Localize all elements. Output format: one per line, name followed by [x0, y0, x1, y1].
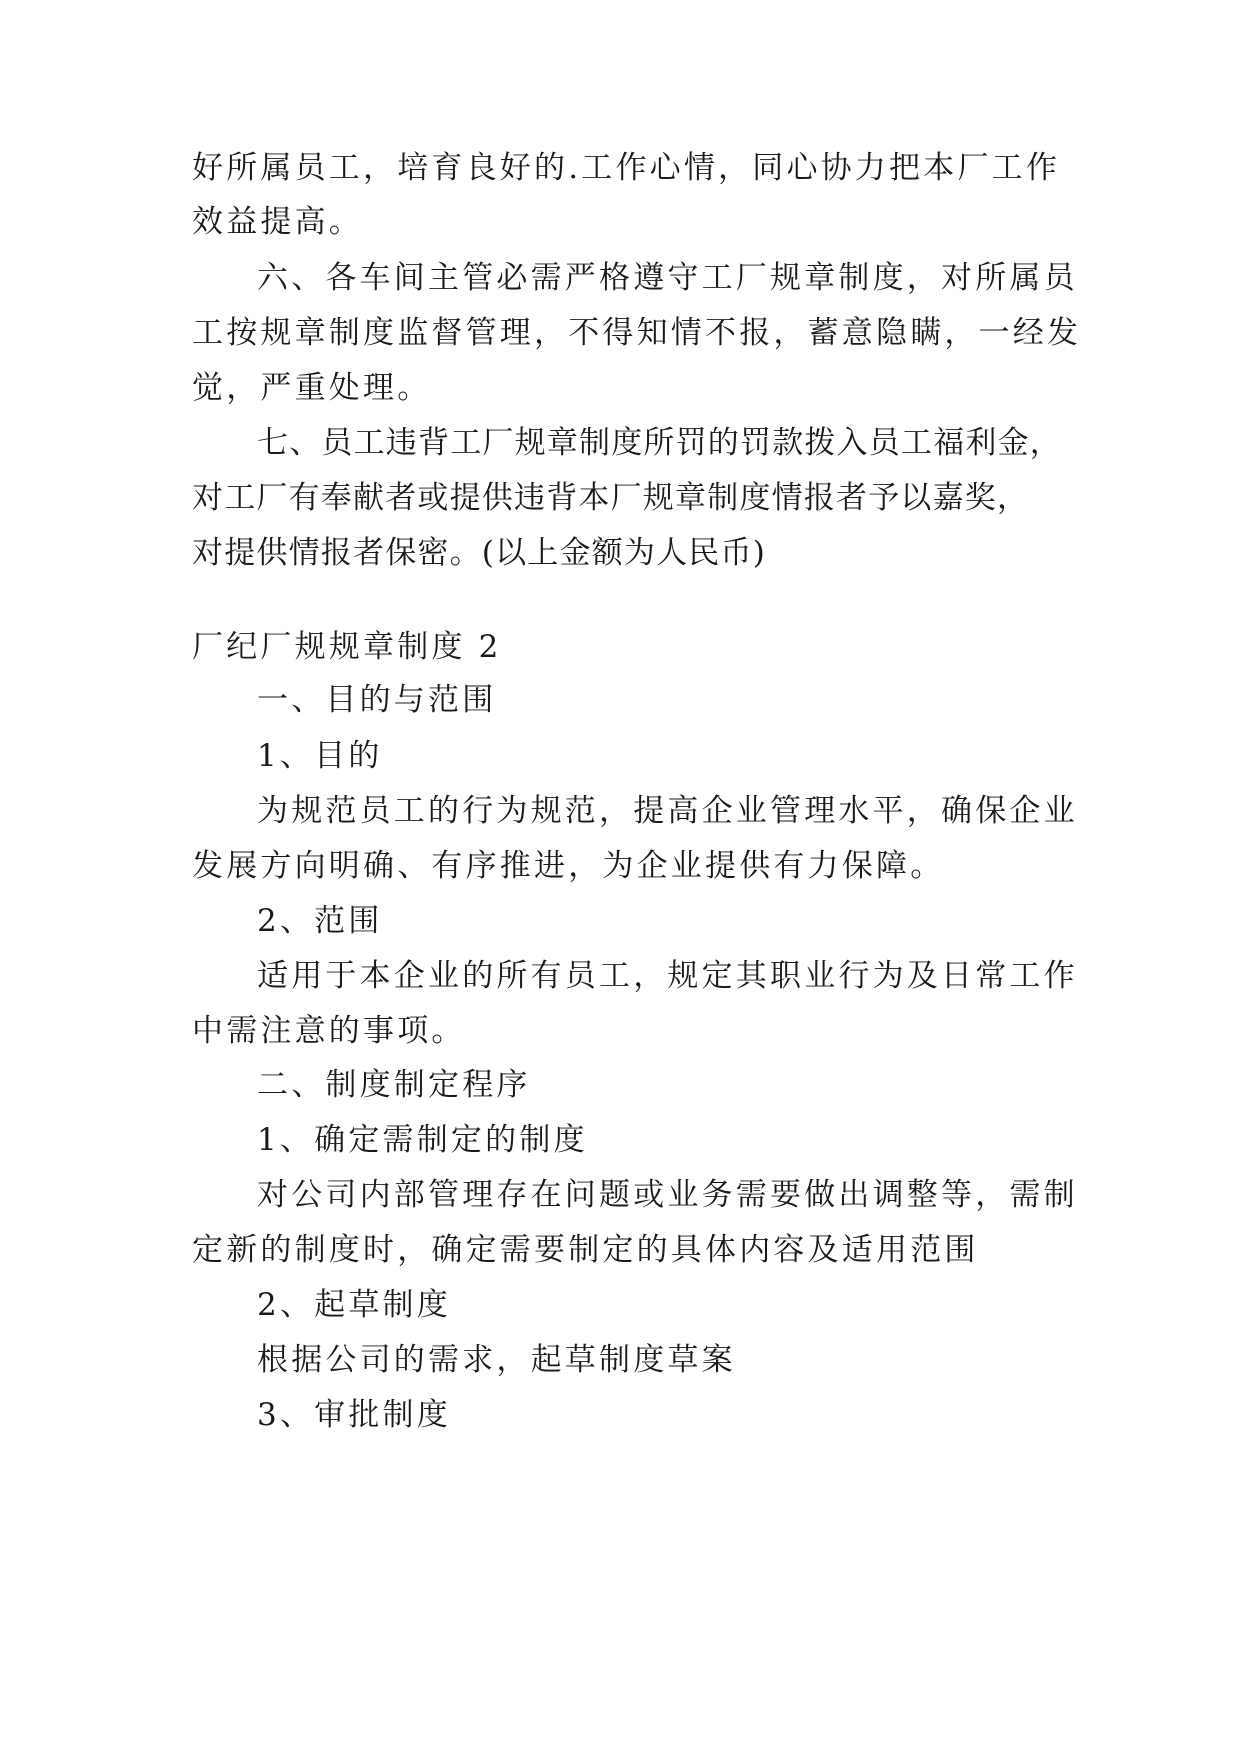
subheading: 2、范围 [257, 903, 383, 939]
paragraph-line: 好所属员工，培育良好的.工作心情，同心协力把本厂工作 [192, 150, 1061, 186]
paragraph-line: 中需注意的事项。 [192, 1013, 466, 1049]
subheading: 3、审批制度 [257, 1397, 451, 1433]
subheading: 1、目的 [257, 738, 383, 774]
section-title: 厂纪厂规规章制度 2 [192, 629, 502, 665]
list-item-7: 七、员工违背工厂规章制度所罚的罚款拨入员工福利金， [257, 425, 1062, 461]
paragraph-line: 觉，严重处理。 [192, 370, 432, 406]
heading-1: 一、目的与范围 [257, 682, 497, 718]
paragraph-line: 效益提高。 [192, 204, 363, 240]
paragraph-line: 对提供情报者保密。(以上金额为人民币) [192, 535, 766, 571]
paragraph-line: 适用于本企业的所有员工，规定其职业行为及日常工作 [257, 958, 1078, 994]
paragraph-line: 对公司内部管理存在问题或业务需要做出调整等，需制 [257, 1177, 1078, 1213]
subheading: 1、确定需制定的制度 [257, 1122, 588, 1158]
heading-2: 二、制度制定程序 [257, 1067, 531, 1103]
paragraph-line: 为规范员工的行为规范，提高企业管理水平，确保企业 [257, 793, 1078, 829]
list-item-6: 六、各车间主管必需严格遵守工厂规章制度，对所属员 [257, 260, 1078, 296]
paragraph-line: 发展方向明确、有序推进，为企业提供有力保障。 [192, 848, 945, 884]
paragraph-line: 工按规章制度监督管理，不得知情不报，蓄意隐瞒，一经发 [192, 315, 1082, 351]
paragraph-line: 定新的制度时，确定需要制定的具体内容及适用范围 [192, 1232, 979, 1268]
subheading: 2、起草制度 [257, 1287, 451, 1323]
paragraph-line: 对工厂有奉献者或提供违背本厂规章制度情报者予以嘉奖， [192, 480, 1030, 516]
paragraph-line: 根据公司的需求，起草制度草案 [257, 1342, 736, 1378]
